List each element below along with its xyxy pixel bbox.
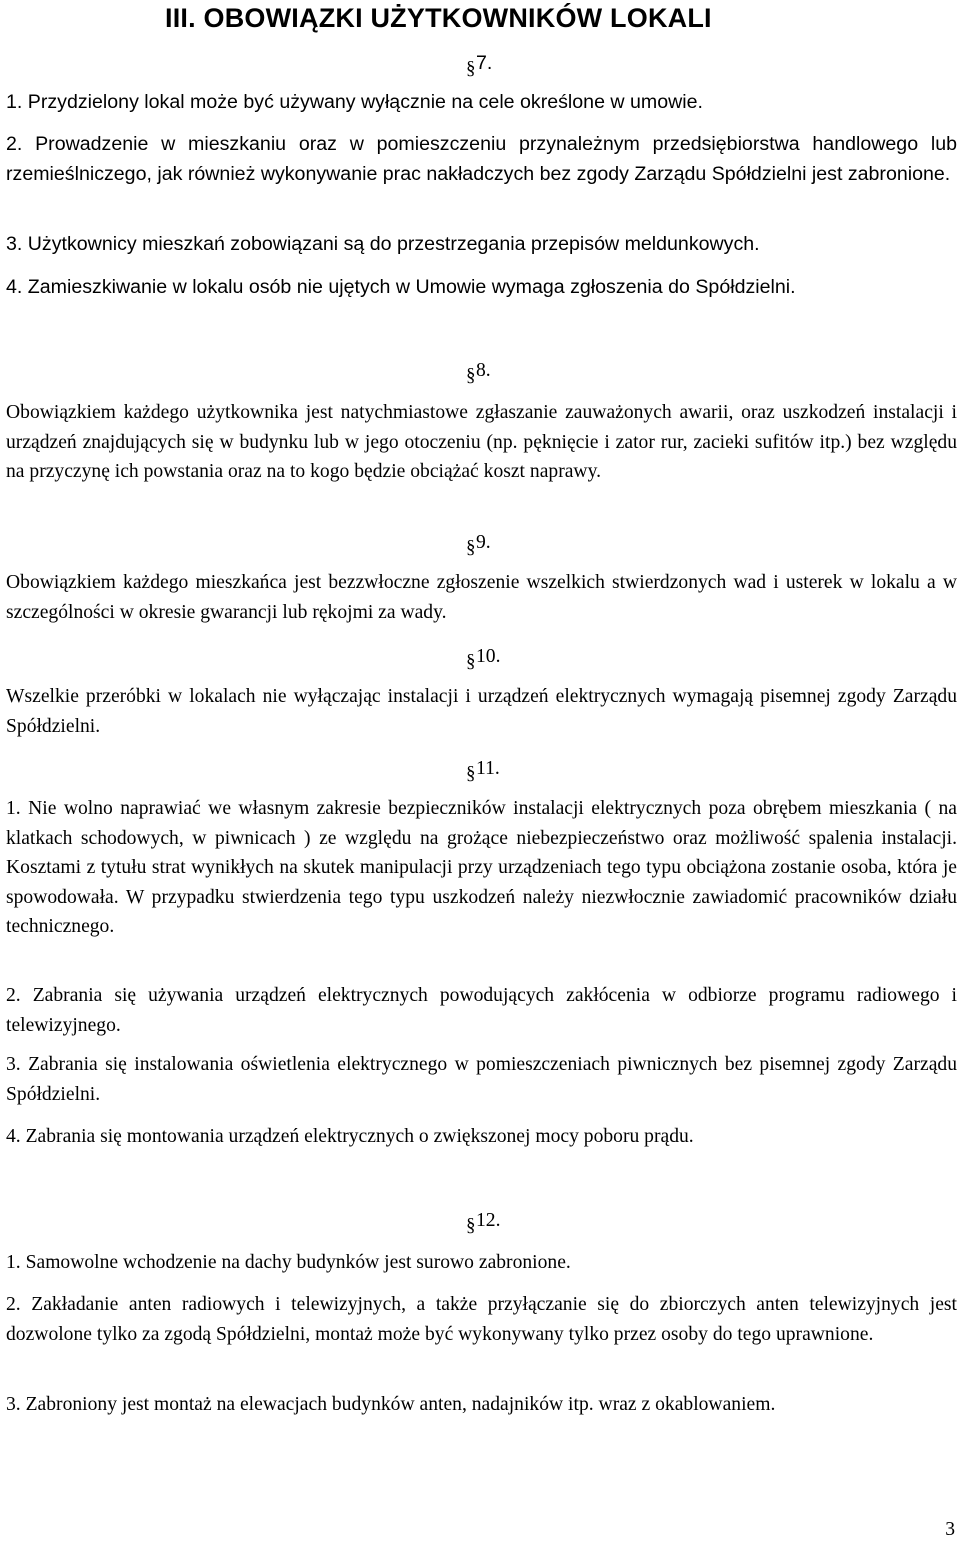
page-title: III. OBOWIĄZKI UŻYTKOWNIKÓW LOKALI — [165, 3, 712, 33]
section-7-paragraph-4: 4. Zamieszkiwanie w lokalu osób nie ujętych w Umowie wymaga zgłoszenia do Spółdzielni. — [6, 276, 796, 298]
section-number: 9. — [476, 532, 491, 553]
section-8-heading — [466, 358, 491, 384]
section-number: 10. — [476, 646, 501, 667]
section-12-heading — [466, 1208, 501, 1234]
section-11-heading — [466, 756, 500, 782]
section-10-heading — [466, 644, 501, 670]
section-9-heading — [466, 530, 491, 556]
section-7-paragraph-2: 2. Prowadzenie w mieszkaniu oraz w pomieszczeniu przynależnym przedsiębiorstwa handlowego lub rzemieślniczego, jak również wykonywanie prac nakładczych bez zgody Zarządu Spółdzielni jest zabronione. — [6, 133, 957, 185]
section-10-paragraph-1: Wszelkie przeróbki w lokalach nie wyłączając instalacji i urządzeń elektrycznych wymagają pisemnej zgody Zarządu Spółdzielni. — [6, 686, 957, 737]
section-12-paragraph-3: 3. Zabroniony jest montaż na elewacjach budynków anten, nadajników itp. wraz z okablowaniem. — [6, 1394, 776, 1415]
section-8-paragraph-1: Obowiązkiem każdego użytkownika jest natychmiastowe zgłaszanie zauważonych awarii, oraz uszkodzeń instalacji i urządzeń znajdujących się w budynku lub w jego otoczeniu (np. pęknięcie i zator rur, zacieki sufitów itp.) bez względu na przyczynę ich powstania oraz na to kogo będzie obciążać koszt naprawy. — [6, 402, 957, 482]
page-number: 3 — [945, 1519, 955, 1540]
section-11-paragraph-1: 1. Nie wolno naprawiać we własnym zakresie bezpieczników instalacji elektrycznych poza obrębem mieszkania ( na klatkach schodowych, w piwnicach ) ze względu na grożące niebezpieczeństwo oraz możliwość spalenia instalacji. Kosztami z tytułu strat wynikłych na skutek manipulacji przy urządzeniach tego typu obciążona zostanie osoba, która je spowodowała. W przypadku stwierdzenia tego typu uszkodzeń należy niezwłocznie zawiadomić pracowników działu technicznego. — [6, 798, 957, 937]
section-12-paragraph-1: 1. Samowolne wchodzenie na dachy budynków jest surowo zabronione. — [6, 1252, 571, 1273]
section-number: 11. — [476, 758, 500, 779]
section-12-paragraph-2: 2. Zakładanie anten radiowych i telewizyjnych, a także przyłączanie się do zbiorczych anten telewizyjnych jest dozwolone tylko za zgodą Spółdzielni, montaż może być wykonywany tylko przez osoby do tego uprawnione. — [6, 1294, 957, 1345]
section-11-paragraph-4: 4. Zabrania się montowania urządzeń elektrycznych o zwiększonej mocy poboru prądu. — [6, 1126, 694, 1147]
section-11-paragraph-3: 3. Zabrania się instalowania oświetlenia elektrycznego w pomieszczeniach piwnicznych bez pisemnej zgody Zarządu Spółdzielni. — [6, 1054, 957, 1105]
section-9-paragraph-1: Obowiązkiem każdego mieszkańca jest bezzwłoczne zgłoszenie wszelkich stwierdzonych wad i usterek w lokalu a w szczególności w okresie gwarancji lub rękojmi za wady. — [6, 572, 957, 623]
section-7-paragraph-3: 3. Użytkownicy mieszkań zobowiązani są do przestrzegania przepisów meldunkowych. — [6, 233, 760, 255]
section-7-paragraph-1: 1. Przydzielony lokal może być używany wyłącznie na cele określone w umowie. — [6, 91, 703, 113]
section-number: 7. — [476, 52, 493, 74]
section-7-heading — [466, 50, 492, 76]
section-number: 12. — [476, 1210, 501, 1231]
section-11-paragraph-2: 2. Zabrania się używania urządzeń elektrycznych powodujących zakłócenia w odbiorze programu radiowego i telewizyjnego. — [6, 985, 957, 1036]
section-number: 8. — [476, 360, 491, 381]
